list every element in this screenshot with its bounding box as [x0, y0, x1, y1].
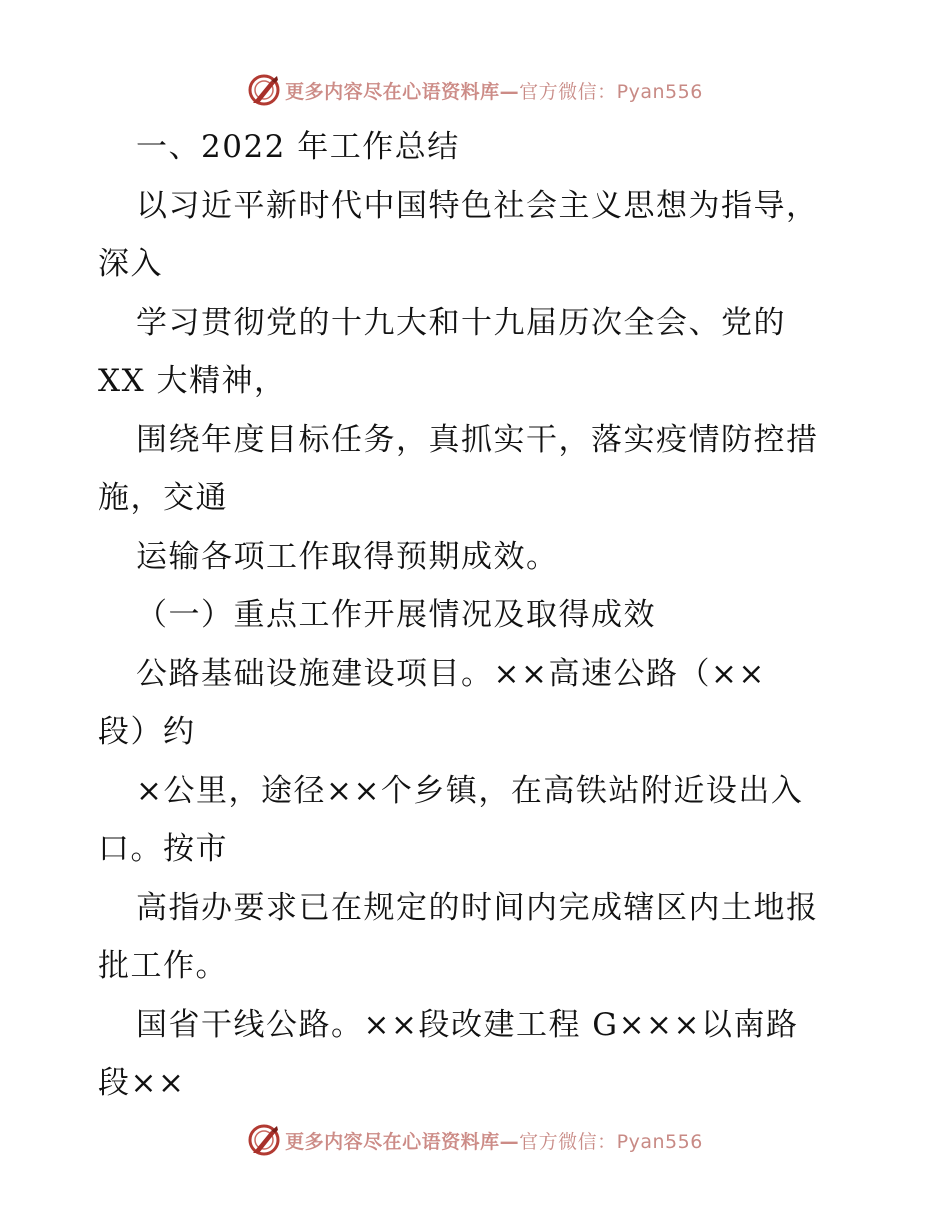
watermark-dash: — — [499, 1130, 520, 1153]
footer-watermark — [0, 1120, 950, 1160]
paragraph-line: 围绕年度目标任务，真抓实干，落实疫情防控措 — [136, 421, 819, 458]
paragraph-line: 以习近平新时代中国特色社会主义思想为指导， — [136, 187, 819, 224]
header-watermark — [0, 70, 950, 110]
watermark-wechat-text: 官方微信：Pyan556 — [519, 1130, 703, 1153]
paragraph-line: 深入 — [98, 246, 163, 282]
paragraph-line: 运输各项工作取得预期成效。 — [136, 538, 559, 575]
paragraph-line: XX 大精神， — [98, 363, 287, 399]
paragraph-line: 公路基础设施建设项目。××高速公路（×× — [136, 655, 766, 692]
paragraph-line: 学习贯彻党的十九大和十九届历次全会、党的 — [136, 304, 786, 341]
logo-icon — [247, 1123, 281, 1157]
watermark-dash: — — [499, 80, 520, 103]
paragraph-line: 段）约 — [98, 714, 196, 750]
section-heading: 一、2022 年工作总结 — [136, 129, 460, 165]
watermark-main-text: 更多内容尽在心语资料库 — [285, 80, 500, 103]
paragraph-line: 批工作。 — [98, 948, 228, 984]
document-body — [98, 118, 858, 1113]
subsection-heading: （一）重点工作开展情况及取得成效 — [136, 597, 656, 633]
logo-icon — [247, 73, 281, 107]
paragraph-line: 施，交通 — [98, 480, 228, 516]
watermark-wechat-text: 官方微信：Pyan556 — [519, 80, 703, 103]
paragraph-line: 高指办要求已在规定的时间内完成辖区内土地报 — [136, 889, 819, 926]
watermark-main-text: 更多内容尽在心语资料库 — [285, 1130, 500, 1153]
paragraph-line: 段×× — [98, 1065, 186, 1101]
paragraph-line: 国省干线公路。××段改建工程 G×××以南路 — [136, 1006, 799, 1043]
paragraph-line: 口。按市 — [98, 831, 228, 867]
paragraph-line: ×公里，途径××个乡镇，在高铁站附近设出入 — [136, 772, 804, 809]
